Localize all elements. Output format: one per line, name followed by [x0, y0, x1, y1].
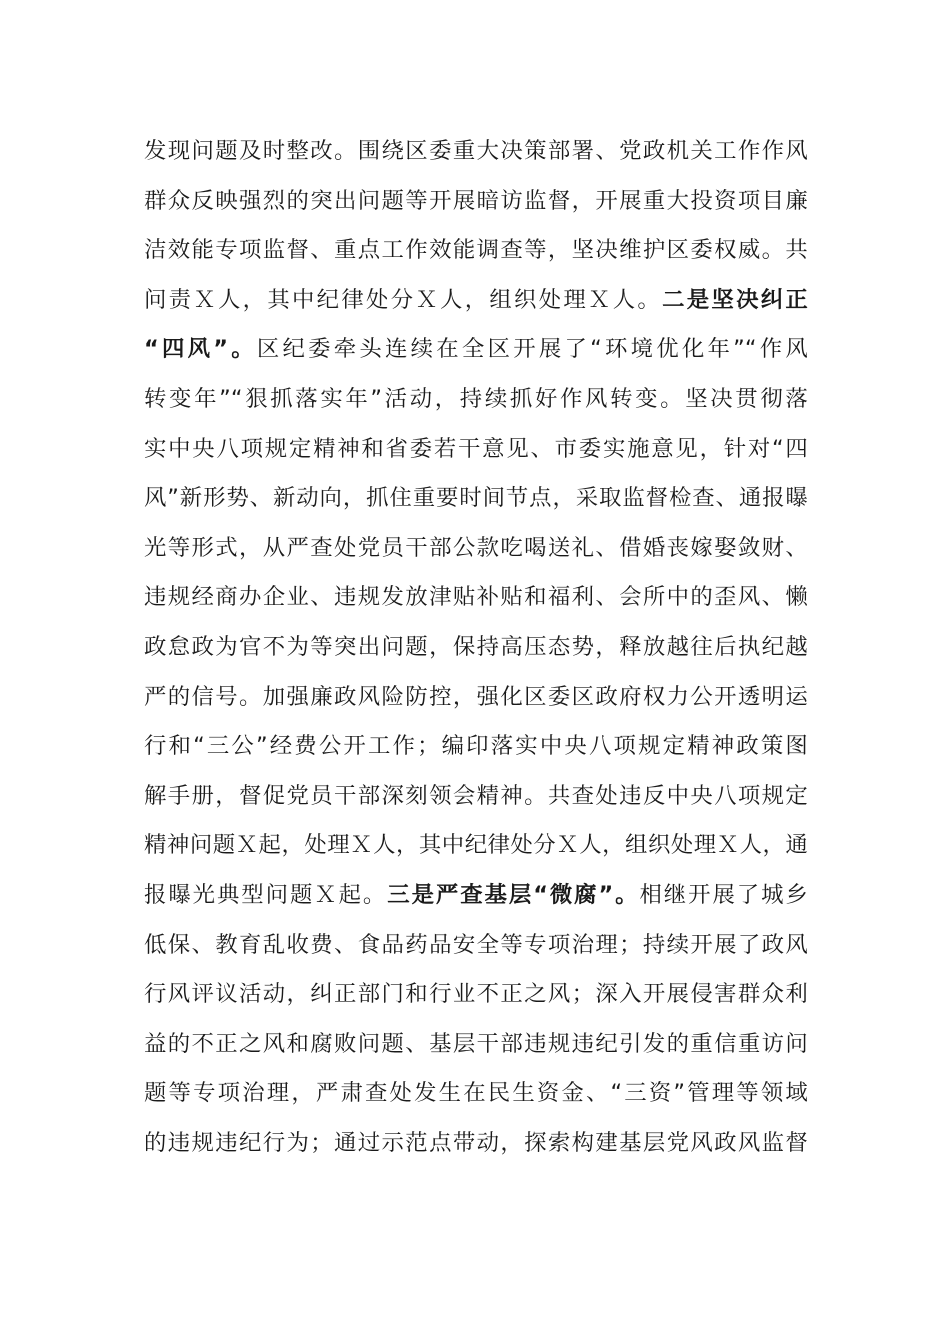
body-text — [144, 127, 808, 1168]
text-line — [144, 226, 808, 276]
text-line — [144, 623, 808, 673]
bold-heading-run: 二是坚决纠正 — [662, 286, 808, 313]
text-run: 发现问题及时整改。围绕区委重大决策部署、党政机关工作作风 — [144, 138, 808, 164]
text-run: 行风评议活动，纠正部门和行业不正之风；深入开展侵害群众利 — [144, 981, 808, 1008]
text-line — [144, 821, 808, 871]
text-run: 益的不正之风和腐败问题、基层干部违规违纪引发的重信重访问 — [144, 1030, 808, 1057]
bold-heading-run: “四风”。 — [144, 336, 257, 363]
text-line — [144, 524, 808, 574]
text-line — [144, 573, 808, 623]
text-line — [144, 921, 808, 971]
text-line — [144, 1069, 808, 1119]
text-line — [144, 722, 808, 772]
text-run: 光等形式，从严查处党员干部公款吃喝送礼、借婚丧嫁娶敛财、 — [144, 534, 808, 561]
text-line — [144, 871, 808, 921]
text-run: 相继开展了城乡 — [639, 881, 809, 908]
text-run: 问责Ｘ人，其中纪律处分Ｘ人，组织处理Ｘ人。 — [144, 286, 663, 313]
text-line — [144, 1020, 808, 1070]
text-line — [144, 375, 808, 425]
text-line — [144, 127, 808, 177]
text-run: 解手册，督促党员干部深刻领会精神。共查处违反中央八项规定 — [144, 782, 808, 809]
text-line — [144, 474, 808, 524]
text-line — [144, 177, 808, 227]
text-line — [144, 772, 808, 822]
text-run: 洁效能专项监督、重点工作效能调查等，坚决维护区委权威。共 — [144, 237, 808, 264]
text-line — [144, 425, 808, 475]
text-run: 的违规违纪行为；通过示范点带动，探索构建基层党风政风监督 — [144, 1129, 808, 1156]
text-run: 区纪委牵头连续在全区开展了“环境优化年”“作风 — [256, 336, 809, 363]
text-run: 题等专项治理，严肃查处发生在民生资金、“三资”管理等领域 — [144, 1080, 808, 1107]
text-run: 精神问题Ｘ起，处理Ｘ人，其中纪律处分Ｘ人，组织处理Ｘ人，通 — [144, 832, 808, 859]
bold-heading-run: 三是严查基层“微腐”。 — [387, 881, 640, 908]
text-run: 违规经商办企业、违规发放津贴补贴和福利、会所中的歪风、懒 — [144, 584, 808, 611]
text-run: 转变年”“狠抓落实年”活动，持续抓好作风转变。坚决贯彻落 — [144, 385, 808, 412]
text-line — [144, 673, 808, 723]
text-line — [144, 970, 808, 1020]
text-line — [144, 276, 808, 326]
text-run: 低保、教育乱收费、食品药品安全等专项治理；持续开展了政风 — [144, 931, 808, 958]
text-run: 报曝光典型问题Ｘ起。 — [144, 881, 388, 908]
text-run: 行和“三公”经费公开工作；编印落实中央八项规定精神政策图 — [144, 733, 808, 760]
text-run: 严的信号。加强廉政风险防控，强化区委区政府权力公开透明运 — [144, 683, 808, 710]
text-run: 实中央八项规定精神和省委若干意见、市委实施意见，针对“四 — [144, 435, 808, 462]
text-line — [144, 1119, 808, 1169]
text-run: 政怠政为官不为等突出问题，保持高压态势，释放越往后执纪越 — [144, 633, 808, 660]
text-line — [144, 325, 808, 375]
text-run: 群众反映强烈的突出问题等开展暗访监督，开展重大投资项目廉 — [144, 187, 808, 214]
text-run: 风”新形势、新动向，抓住重要时间节点，采取监督检查、通报曝 — [144, 485, 808, 512]
